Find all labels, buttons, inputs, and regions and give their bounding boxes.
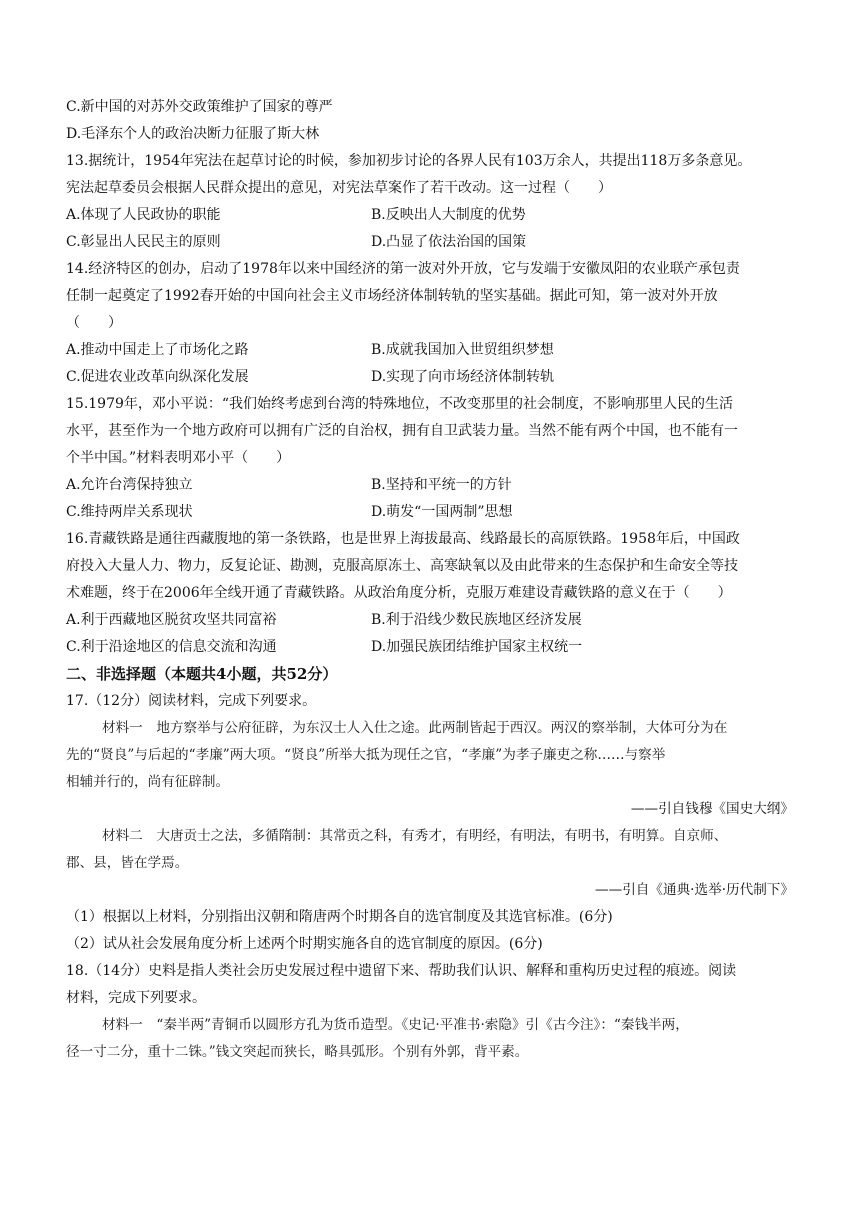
- q17-material1-line1: 材料一 地方察举与公府征辟，为东汉士人入仕之途。此两制皆起于西汉。两汉的察举制，大体可分为在: [102, 720, 728, 736]
- q12-option-c: C.新中国的对苏外交政策维护了国家的尊严: [66, 99, 333, 115]
- q14-stem-line1: 14.经济特区的创办，启动了1978年以来中国经济的第一波对外开放，它与发端于安徽凤阳的农业联产承包责: [66, 261, 740, 277]
- q15-options-row1: [66, 475, 796, 495]
- q16-stem-line2: 府投入大量人力、物力，反复论证、勘测，克服高原冻土、高寒缺氧以及由此带来的生态保护和生命安全等技: [66, 558, 738, 574]
- q13-stem-line2: 宪法起草委员会根据人民群众提出的意见，对宪法草案作了若干改动。这一过程（ ）: [66, 180, 612, 196]
- q14-stem-line3: （ ）: [66, 315, 122, 331]
- q15-stem-line1: 15.1979年，邓小平说：“我们始终考虑到台湾的特殊地位，不改变那里的社会制度，不影响那里人民的生活: [66, 396, 734, 412]
- q15-option-c: C.维持两岸关系现状: [66, 504, 193, 520]
- q14-options-row1: [66, 340, 796, 360]
- q15-option-d: D.萌发“一国两制”思想: [371, 504, 513, 520]
- section-heading: 二、非选择题（本题共4小题，共52分）: [66, 665, 338, 683]
- q14-option-c: C.促进农业改革向纵深化发展: [66, 369, 249, 385]
- q16-stem-line1: 16.青藏铁路是通往西藏腹地的第一条铁路，也是世界上海拔最高、线路最长的高原铁路。1958年后，中国政: [66, 531, 740, 547]
- q14-option-b: B.成就我国加入世贸组织梦想: [371, 342, 554, 358]
- q18-material1-line1: 材料一 “秦半两”青铜币以圆形方孔为货币造型。《史记·平准书·索隐》引《古今注》：“秦钱半两，: [102, 1017, 689, 1033]
- q16-stem-line3: 术难题，终于在2006年全线开通了青藏铁路。从政治角度分析，克服万难建设青藏铁路的意义在于（ ）: [66, 585, 732, 601]
- q13-stem-line1: 13.据统计，1954年宪法在起草讨论的时候，参加初步讨论的各界人民有103万余人，共提出118万多条意见。: [66, 153, 752, 169]
- q13-option-d: D.凸显了依法治国的国策: [371, 234, 527, 250]
- q16-options-row1: [66, 610, 796, 630]
- q14-stem-line2: 任制一起奠定了1992春开始的中国向社会主义市场经济体制转轨的坚实基础。据此可知，第一波对外开放: [66, 288, 718, 304]
- q16-options-row2: [66, 637, 796, 657]
- q15-options-row2: [66, 502, 796, 522]
- q17-material1-line2: 先的“贤良”与后起的“孝廉”两大项。“贤良”所举大抵为现任之官，“孝廉”为孝子廉吏之称……与察举: [66, 747, 666, 763]
- q17-material2-line2: 郡、县，皆在学焉。: [66, 855, 189, 871]
- q17-subquestion-2: （2）试从社会发展角度分析上述两个时期实施各自的选官制度的原因。(6分): [66, 936, 543, 952]
- q18-material1-line2: 径一寸二分，重十二铢。”钱文突起而狭长，略具弧形。个别有外郭，背平素。: [66, 1044, 529, 1060]
- q17-subquestion-1: （1）根据以上材料，分别指出汉朝和隋唐两个时期各自的选官制度及其选官标准。(6分): [66, 909, 613, 925]
- q17-material2-source: ——引自《通典·选举·历代制下》: [595, 882, 794, 898]
- q14-option-a: A.推动中国走上了市场化之路: [66, 342, 249, 358]
- q16-option-a: A.利于西藏地区脱贫攻坚共同富裕: [66, 612, 277, 628]
- q16-option-d: D.加强民族团结维护国家主权统一: [371, 639, 583, 655]
- q13-option-b: B.反映出人大制度的优势: [371, 207, 526, 223]
- q12-option-d: D.毛泽东个人的政治决断力征服了斯大林: [66, 126, 320, 142]
- q14-option-d: D.实现了向市场经济体制转轨: [371, 369, 555, 385]
- q16-option-c: C.利于沿途地区的信息交流和沟通: [66, 639, 277, 655]
- q17-material1-line3: 相辅并行的，尚有征辟制。: [66, 774, 230, 790]
- q18-stem-line1: 18.（14分）史料是指人类社会历史发展过程中遗留下来、帮助我们认识、解释和重构历史过程的痕迹。阅读: [66, 963, 737, 979]
- q15-stem-line2: 水平，甚至作为一个地方政府可以拥有广泛的自治权，拥有自卫武装力量。当然不能有两个中国，也不能有一: [66, 423, 738, 439]
- q18-stem-line2: 材料，完成下列要求。: [66, 990, 206, 1006]
- q15-option-a: A.允许台湾保持独立: [66, 477, 193, 493]
- q13-options-row1: [66, 205, 796, 225]
- q13-option-c: C.彰显出人民民主的原则: [66, 234, 221, 250]
- q15-stem-line3: 个半中国。”材料表明邓小平（ ）: [66, 450, 291, 466]
- q17-material2-line1: 材料二 大唐贡士之法，多循隋制：其常贡之科，有秀才，有明经，有明法，有明书，有明算。自京师、: [102, 828, 728, 844]
- q15-option-b: B.坚持和平统一的方针: [371, 477, 512, 493]
- q17-material1-source: ——引自钱穆《国史大纲》: [630, 801, 794, 817]
- q17-stem: 17.（12分）阅读材料，完成下列要求。: [66, 693, 317, 709]
- q14-options-row2: [66, 367, 796, 387]
- q13-options-row2: [66, 232, 796, 252]
- q13-option-a: A.体现了人民政协的职能: [66, 207, 221, 223]
- q16-option-b: B.利于沿线少数民族地区经济发展: [371, 612, 582, 628]
